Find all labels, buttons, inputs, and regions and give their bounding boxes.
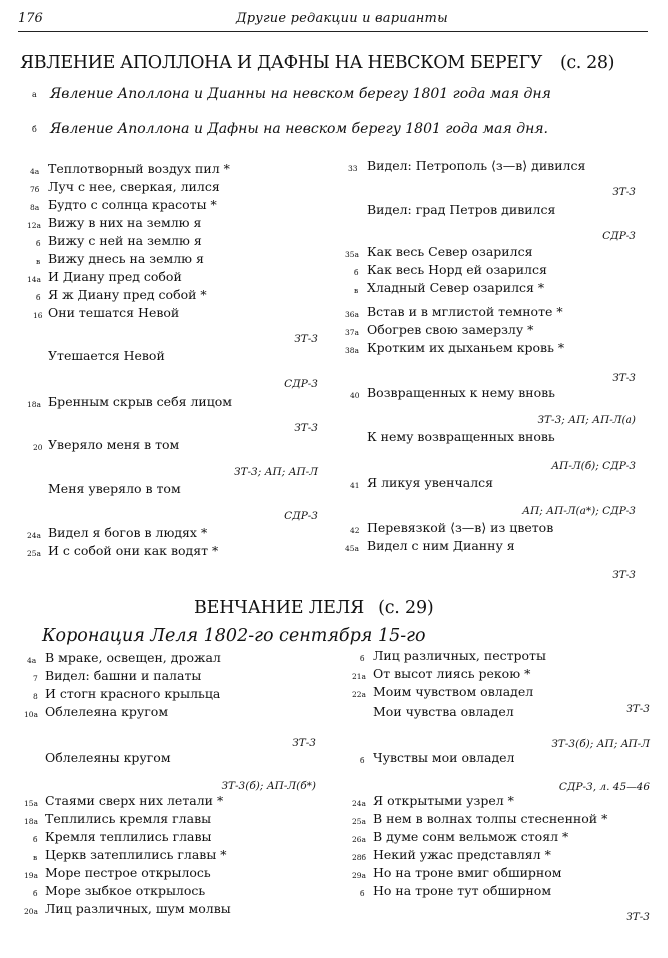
verse-line: Я открытыми узрел * bbox=[373, 793, 514, 808]
line-index: б bbox=[33, 835, 38, 844]
verse-line: Облелеяны кругом bbox=[45, 750, 171, 765]
line-index: 42 bbox=[350, 526, 360, 535]
line-index: 36а bbox=[345, 310, 360, 319]
line-index: 25а bbox=[27, 549, 42, 558]
verse-line: От высот лиясь рекою * bbox=[373, 666, 531, 681]
line-index: б bbox=[354, 268, 359, 277]
verse-line: Меня уверяло в том bbox=[48, 481, 181, 496]
variant-text: Явление Аполлона и Дафны на невском берегу 1801 года мая дня. bbox=[50, 121, 549, 137]
line-index: б bbox=[36, 293, 41, 302]
verse-line: Церкв затеплились главы * bbox=[45, 847, 227, 862]
title-variant-a bbox=[32, 86, 642, 103]
verse-line: Уверяло меня в том bbox=[48, 437, 180, 452]
verse-line: Бренным скрыв себя лицом bbox=[48, 394, 233, 409]
section-subtitle: Коронация Леля 1802-го сентября 15-го bbox=[42, 626, 426, 646]
variant-index: а bbox=[32, 90, 37, 99]
source-reference: ЗТ-3 bbox=[294, 422, 318, 434]
verse-line: Как весь Север озарился bbox=[367, 244, 533, 259]
line-index: 15а bbox=[24, 799, 39, 808]
line-index: б bbox=[33, 889, 38, 898]
section-title-text: ЯВЛЕНИЕ АПОЛЛОНА И ДАФНЫ НА НЕВСКОМ БЕРЕГУ bbox=[20, 53, 542, 73]
verse-line: Видел: град Петров дивился bbox=[367, 202, 556, 217]
line-index: б bbox=[360, 654, 365, 663]
verse-line: Встав и в мглистой темноте * bbox=[367, 304, 563, 319]
verse-line: В мраке, освещен, дрожал bbox=[45, 650, 221, 665]
header-rule bbox=[18, 31, 648, 32]
line-index: 25а bbox=[352, 817, 367, 826]
line-index: 12а bbox=[27, 221, 42, 230]
line-index: 4а bbox=[27, 656, 37, 665]
source-reference: ЗТ-3 bbox=[294, 333, 318, 345]
source-reference: ЗТ-3 bbox=[612, 569, 636, 581]
line-index: 41 bbox=[350, 481, 360, 490]
source-reference: СДР-3 bbox=[284, 510, 318, 522]
page-reference: (с. 29) bbox=[378, 598, 434, 618]
line-index: б bbox=[36, 239, 41, 248]
line-index: 37а bbox=[345, 328, 360, 337]
source-reference: АП-Л(б); СДР-3 bbox=[551, 460, 636, 472]
line-index: 24а bbox=[27, 531, 42, 540]
verse-line: Луч с нее, сверкая, лился bbox=[48, 179, 220, 194]
line-index: 8 bbox=[33, 692, 38, 701]
line-index: 18а bbox=[27, 400, 42, 409]
source-reference: ЗТ-3(б); АП; АП-Л bbox=[551, 738, 650, 750]
running-title: Другие редакции и варианты bbox=[236, 11, 448, 26]
source-reference: ЗТ-3 bbox=[626, 703, 650, 715]
source-reference: СДР-3 bbox=[602, 230, 636, 242]
verse-line: В думе сонм вельмож стоял * bbox=[373, 829, 569, 844]
source-reference: СДР-3, л. 45—46 bbox=[558, 781, 650, 793]
verse-line: Кремля теплились главы bbox=[45, 829, 212, 844]
verse-line: Вижу в них на землю я bbox=[48, 215, 202, 230]
verse-line: Чувствы мои овладел bbox=[373, 750, 515, 765]
line-index: в bbox=[354, 286, 359, 295]
line-index: 20а bbox=[24, 907, 39, 916]
line-index: 19а bbox=[24, 871, 39, 880]
verse-line: Теплотворный воздух пил * bbox=[48, 161, 230, 176]
title-variant-b bbox=[32, 121, 642, 138]
verse-line: Будто с солнца красоты * bbox=[48, 197, 217, 212]
verse-line: Некий ужас представлял * bbox=[373, 847, 551, 862]
verse-line: Море зыбкое открылось bbox=[45, 883, 206, 898]
line-index: 7б bbox=[30, 185, 40, 194]
source-reference: ЗТ-3 bbox=[292, 737, 316, 749]
source-reference: ЗТ-3 bbox=[612, 372, 636, 384]
verse-line: Лиц различных, шум молвы bbox=[45, 901, 231, 916]
line-index: 20 bbox=[33, 443, 43, 452]
line-index: 4а bbox=[30, 167, 40, 176]
verse-line: Утешается Невой bbox=[48, 348, 165, 363]
verse-line: Кротким их дыханьем кровь * bbox=[367, 340, 565, 355]
line-index: б bbox=[360, 889, 365, 898]
line-index: в bbox=[36, 257, 41, 266]
source-reference: ЗТ-3 bbox=[626, 911, 650, 923]
line-index: 10а bbox=[24, 710, 39, 719]
source-reference: ЗТ-3; АП; АП-Л bbox=[233, 466, 318, 478]
verse-line: Они тешатся Невой bbox=[48, 305, 180, 320]
line-index: 16 bbox=[33, 311, 43, 320]
source-reference: ЗТ-3(б); АП-Л(б*) bbox=[221, 780, 316, 792]
verse-line: Вижу днесь на землю я bbox=[48, 251, 204, 266]
line-index: 14а bbox=[27, 275, 42, 284]
line-index: 18а bbox=[24, 817, 39, 826]
verse-line: И стогн красного крыльца bbox=[45, 686, 221, 701]
verse-line: Хладный Север озарился * bbox=[367, 280, 545, 295]
line-index: 22а bbox=[352, 690, 367, 699]
verse-line: И Диану пред собой bbox=[48, 269, 182, 284]
line-index: 24а bbox=[352, 799, 367, 808]
line-index: 29а bbox=[352, 871, 367, 880]
verse-line: Но на троне вмиг обширном bbox=[373, 865, 562, 880]
page-number: 176 bbox=[18, 11, 43, 26]
verse-line: Но на троне тут обширном bbox=[373, 883, 552, 898]
section-title-text: ВЕНЧАНИЕ ЛЕЛЯ bbox=[194, 598, 365, 618]
verse-line: К нему возвращенных вновь bbox=[367, 429, 555, 444]
verse-line: И с собой они как водят * bbox=[48, 543, 219, 558]
source-reference: АП; АП-Л(а*); СДР-3 bbox=[522, 505, 636, 517]
source-reference: ЗТ-3; АП; АП-Л(а) bbox=[537, 414, 636, 426]
verse-line: Видел: Петрополь ⟨з—в⟩ дивился bbox=[367, 158, 586, 173]
verse-line: Вижу с ней на землю я bbox=[48, 233, 202, 248]
verse-line: Перевязкой ⟨з—в⟩ из цветов bbox=[367, 520, 554, 535]
verse-line: Обогрев свою замерзлу * bbox=[367, 322, 534, 337]
line-index: 8а bbox=[30, 203, 40, 212]
variant-index: б bbox=[32, 125, 37, 134]
verse-line: Лиц различных, пестроты bbox=[373, 648, 546, 663]
verse-line: В нем в волнах толпы стесненной * bbox=[373, 811, 608, 826]
verse-line: Облелеяна кругом bbox=[45, 704, 169, 719]
line-index: 38а bbox=[345, 346, 360, 355]
verse-line: Мои чувства овладел bbox=[373, 704, 514, 719]
page-reference: (с. 28) bbox=[559, 53, 615, 73]
verse-line: Видел: башни и палаты bbox=[45, 668, 202, 683]
variant-text: Явление Аполлона и Дианны на невском берегу 1801 года мая дня bbox=[50, 86, 551, 102]
source-reference: ЗТ-3 bbox=[612, 186, 636, 198]
verse-line: Море пестрое открылось bbox=[45, 865, 211, 880]
section-title-2 bbox=[194, 598, 434, 618]
verse-line: Возвращенных к нему вновь bbox=[367, 385, 555, 400]
line-index: 45а bbox=[345, 544, 360, 553]
line-index: 28б bbox=[352, 853, 367, 862]
verse-line: Видел с ним Дианну я bbox=[367, 538, 515, 553]
verse-line: Как весь Норд ей озарился bbox=[367, 262, 547, 277]
line-index: 7 bbox=[33, 674, 38, 683]
verse-line: Я ликуя увенчался bbox=[367, 475, 494, 490]
line-index: б bbox=[360, 756, 365, 765]
section-title-1 bbox=[20, 53, 614, 73]
verse-line: Моим чувством овладел bbox=[373, 684, 534, 699]
line-index: 35а bbox=[345, 250, 360, 259]
line-index: 21а bbox=[352, 672, 367, 681]
line-index: 40 bbox=[350, 391, 360, 400]
source-reference: СДР-3 bbox=[284, 378, 318, 390]
verse-line: Теплились кремля главы bbox=[45, 811, 212, 826]
line-index: 33 bbox=[348, 164, 358, 173]
verse-line: Видел я богов в людях * bbox=[48, 525, 208, 540]
verse-line: Стаями сверх них летали * bbox=[45, 793, 224, 808]
line-index: 26а bbox=[352, 835, 367, 844]
line-index: в bbox=[33, 853, 38, 862]
verse-line: Я ж Диану пред собой * bbox=[48, 287, 207, 302]
